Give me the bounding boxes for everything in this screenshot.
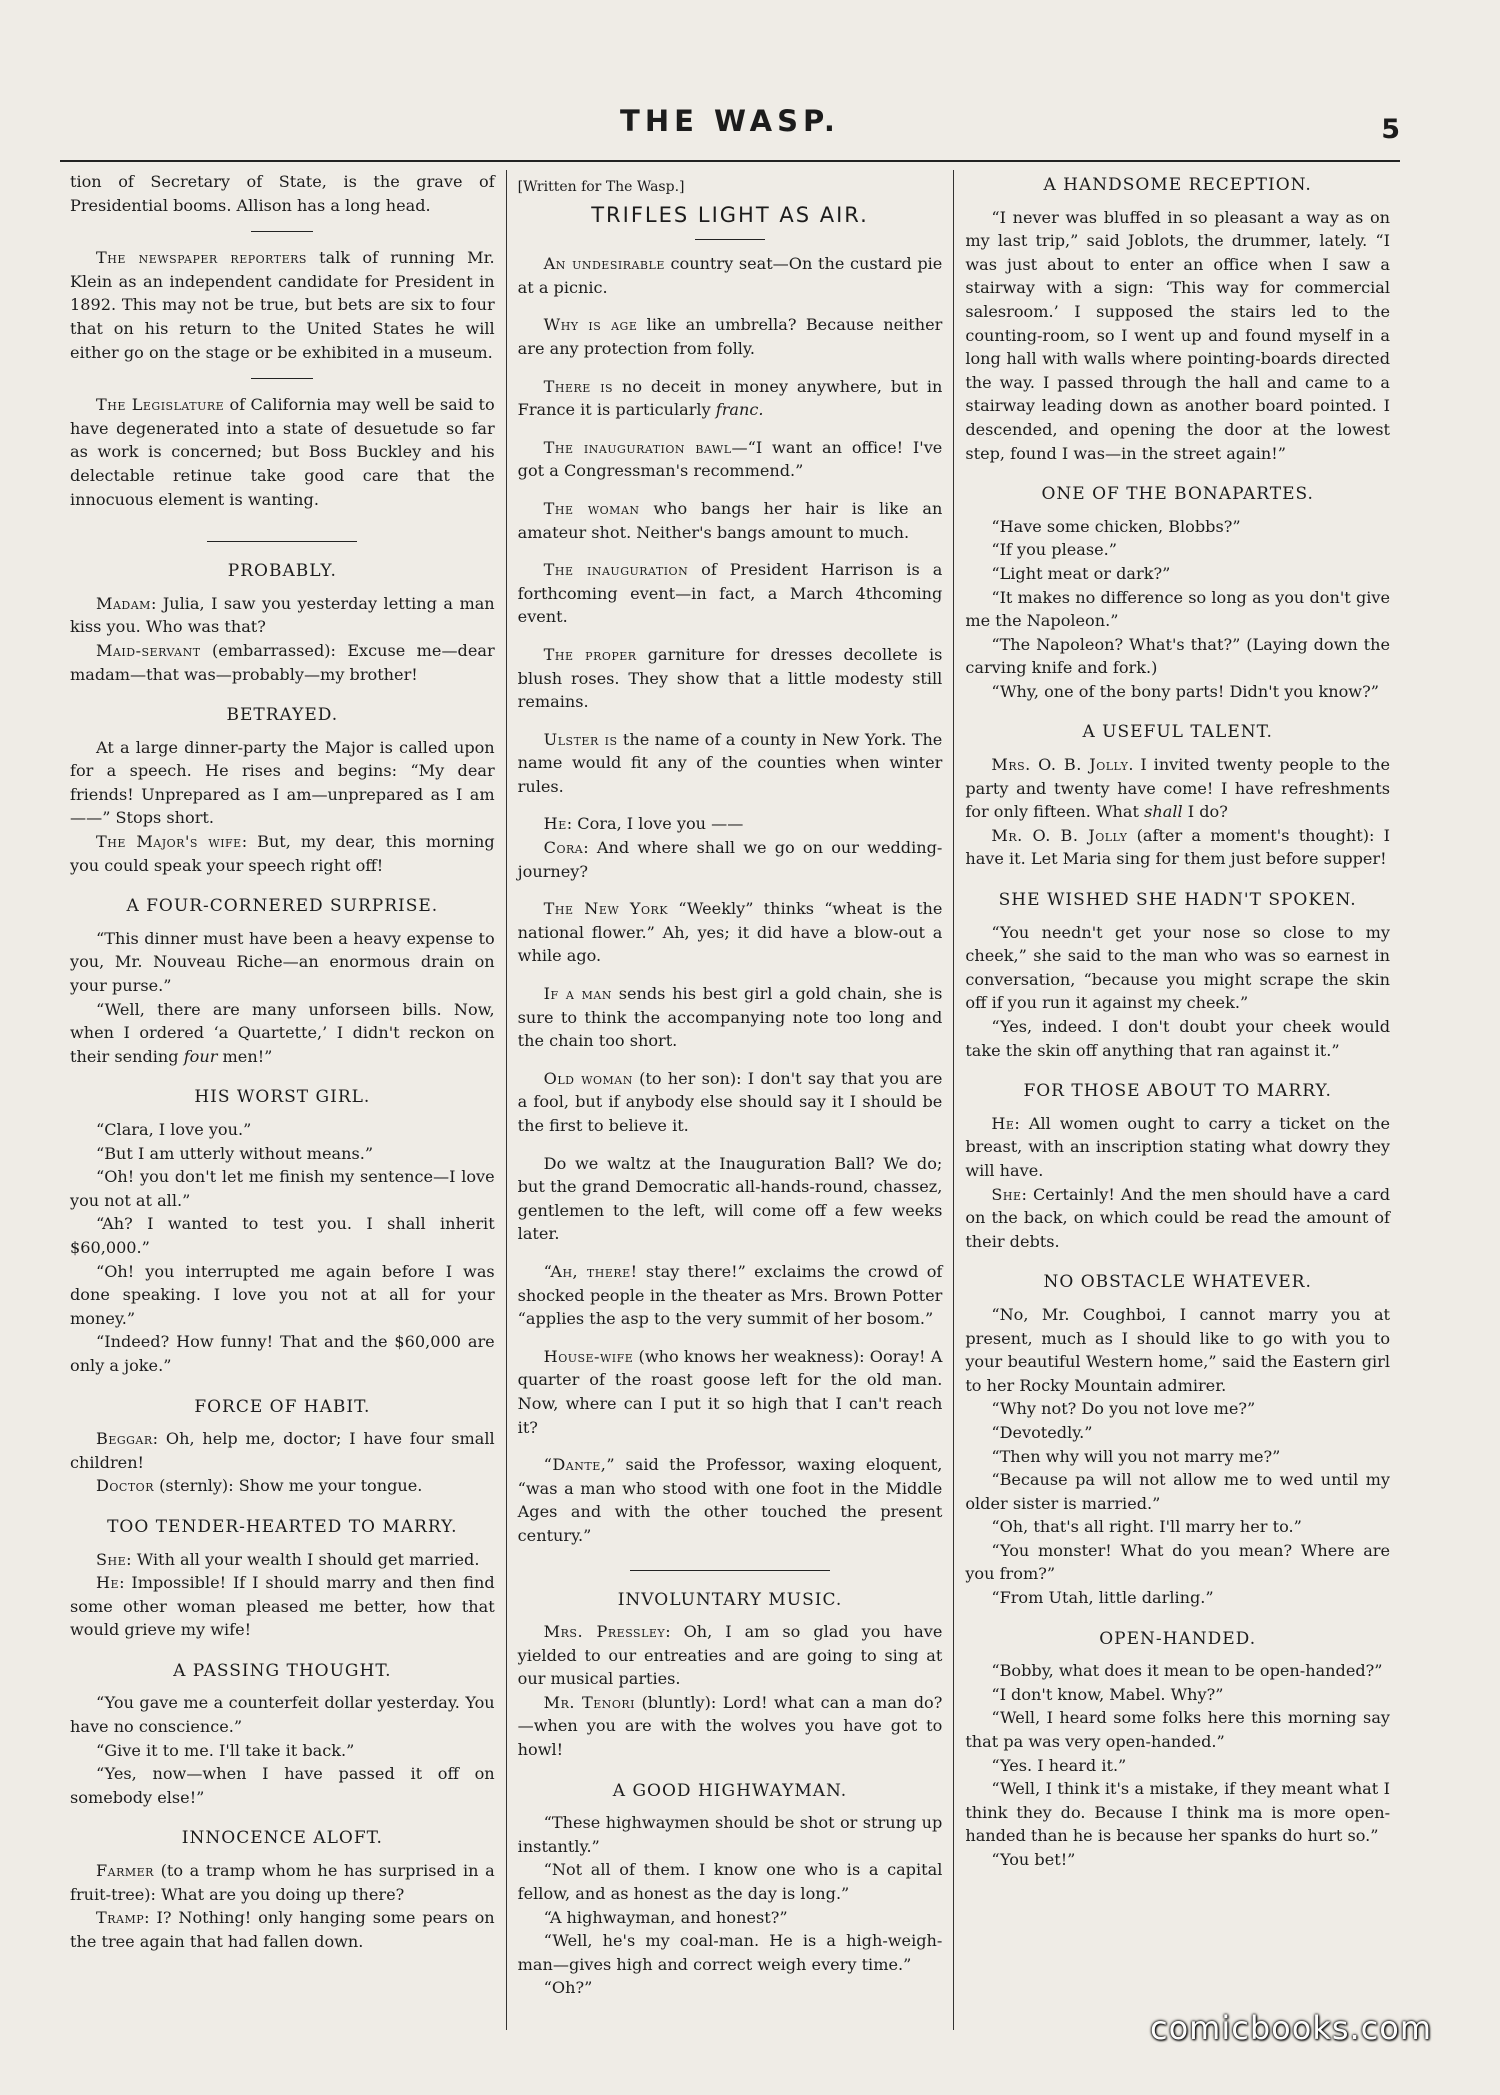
column-2 — [508, 170, 953, 2030]
dialogue-line: “I don't know, Mabel. Why?” — [991, 1684, 1224, 1704]
dialogue-line: “It makes no difference so long as you don't give me the Napoleon.” — [965, 587, 1391, 631]
divider — [207, 541, 357, 542]
dialogue-line: “Clara, I love you.” — [96, 1120, 252, 1139]
dialogue-line: “Oh! you interrupted me again before I was done speaking. I love you not at all for your money.” — [70, 1261, 495, 1328]
dialogue-line: “Oh! you don't let me finish my sentence—I love you not at all.” — [70, 1167, 495, 1210]
dialogue-line: “Oh, that's all right. I'll marry her to.” — [991, 1517, 1302, 1537]
column-divider — [953, 170, 954, 2030]
dialogue-line: Farmer (to a tramp whom he has surprised in a fruit-tree): What are you doing up there? — [70, 1861, 495, 1904]
paragraph: An undesirable country seat—On the custard pie at a picnic. — [517, 254, 943, 297]
dialogue-line: “No, Mr. Coughboi, I cannot marry you at present, much as I should like to go with you to your beautiful Western home,” said the Eastern girl to her Rocky Mountain admirer. — [965, 1304, 1391, 1395]
section-heading: A PASSING THOUGHT. — [173, 1660, 392, 1681]
section-title: TRIFLES LIGHT AS AIR. — [591, 202, 869, 227]
dialogue-line: “You monster! What do you mean? Where are you from?” — [965, 1540, 1391, 1584]
dialogue-line: “If you please.” — [991, 540, 1117, 560]
site-watermark: comicbooks.com — [1149, 2009, 1432, 2047]
dialogue-line: “Why, one of the bony parts! Didn't you know?” — [991, 681, 1379, 701]
dialogue-line: Beggar: Oh, help me, doctor; I have four small children! — [70, 1429, 495, 1472]
dialogue-line: “Oh?” — [543, 1978, 593, 1998]
divider — [695, 239, 765, 240]
paragraph: “Yes, indeed. I don't doubt your cheek would take the skin off anything that ran against it.” — [965, 1017, 1391, 1060]
section-heading: A USEFUL TALENT. — [1082, 722, 1273, 743]
dialogue-line: “Give it to me. I'll take it back.” — [96, 1740, 355, 1760]
page-header — [60, 104, 1400, 152]
masthead-title: THE WASP. — [620, 104, 840, 138]
dialogue-line: Mrs. O. B. Jolly. I invited twenty people to the party and twenty have come! I have refreshments for only fifteen. What shall I do? — [965, 755, 1391, 822]
paragraph: “Dante,” said the Professor, waxing eloquent, “was a man who stood with one foot in the Middle Ages and with the other touched the present century.” — [517, 1455, 943, 1545]
paragraph: tion of Secretary of State, is the grave of Presidential booms. Allison has a long head. — [70, 172, 495, 215]
dialogue-line: She: Certainly! And the men should have a card on the back, on which could be read the amount of their debts. — [965, 1184, 1391, 1251]
dialogue-line: He: All women ought to carry a ticket on the breast, with an inscription stating what dowry they will have. — [965, 1113, 1391, 1180]
paragraph: Old woman (to her son): I don't say that you are a fool, but if anybody else should say it I should be the first to believe it. — [517, 1068, 943, 1135]
divider — [251, 378, 313, 379]
paragraph: The proper garniture for dresses decollete is blush roses. They show that a little modesty still remains. — [517, 644, 943, 712]
dialogue-line: “Because pa will not allow me to wed until my older sister is married.” — [965, 1470, 1391, 1513]
dialogue-line: “Why not? Do you not love me?” — [991, 1399, 1256, 1419]
paragraph: The New York “Weekly” thinks “wheat is the national flower.” Ah, yes; it did have a blow-out a while ago. — [517, 899, 943, 966]
section-heading: HIS WORST GIRL. — [194, 1087, 371, 1108]
dialogue-line: “Well, he's my coal-man. He is a high-weigh-man—gives high and correct weigh every time.” — [517, 1931, 943, 1974]
dialogue-line: “Well, I heard some folks here this morning say that pa was very open-handed.” — [965, 1708, 1391, 1752]
section-heading: INVOLUNTARY MUSIC. — [617, 1589, 843, 1610]
dialogue-line: “Devotedly.” — [991, 1422, 1093, 1442]
paragraph: If a man sends his best girl a gold chain, she is sure to think the accompanying note too long and the chain too short. — [517, 984, 943, 1051]
dialogue-line: Tramp: I? Nothing! only hanging some pears on the tree again that had fallen down. — [70, 1908, 495, 1951]
column-divider — [506, 170, 507, 2030]
article-columns — [60, 170, 1400, 2030]
paragraph: Why is age like an umbrella? Because neither are any protection from folly. — [517, 315, 943, 358]
section-heading: TOO TENDER-HEARTED TO MARRY. — [107, 1516, 458, 1537]
dialogue-line: “These highwaymen should be shot or strung up instantly.” — [517, 1813, 943, 1856]
dialogue-line: “Yes. I heard it.” — [991, 1755, 1127, 1775]
dialogue-line: “Not all of them. I know one who is a capital fellow, and as honest as the day is long.” — [517, 1860, 943, 1904]
section-heading: FOR THOSE ABOUT TO MARRY. — [1023, 1081, 1332, 1102]
paragraph: The newspaper reporters talk of running Mr. Klein as an independent candidate for President in 1892. This may not be true, but bets are six to four that on his return to the United States he will either go on the stage or be exhibited in a museum. — [70, 248, 495, 362]
section-heading: A HANDSOME RECEPTION. — [1043, 175, 1312, 195]
paragraph: “You needn't get your nose so close to my cheek,” she said to the man who was so earnest in conversation, “because you might scrape the skin off if you run it against my cheek.” — [965, 922, 1391, 1013]
paragraph: “I never was bluffed in so pleasant a way as on my last trip,” said Joblots, the drummer, lately. “I was just about to enter an office when I saw a stairway with a sign: ‘This way for commercial salesroom.’ I supposed the stairs led to the counting-room, so I went up and found myself in a long hall with walls where pointing-boards directed the way. I passed through the hall and came to a stairway leading down as another board pointed. I descended, and opening the door at the lowest step, found I was—in the street again!” — [965, 207, 1391, 463]
dialogue-line: “Light meat or dark?” — [991, 563, 1171, 583]
section-heading: INNOCENCE ALOFT. — [181, 1828, 383, 1849]
dialogue-line: “Have some chicken, Blobbs?” — [991, 516, 1241, 536]
dialogue-line: He: Cora, I love you —— — [543, 814, 744, 834]
section-heading: SHE WISHED SHE HADN'T SPOKEN. — [998, 890, 1357, 911]
page-number: 5 — [1381, 114, 1400, 145]
column-3 — [955, 170, 1400, 2030]
dialogue-line: “Indeed? How funny! That and the $60,000 are only a joke.” — [70, 1332, 495, 1375]
section-heading: ONE OF THE BONAPARTES. — [1041, 484, 1314, 505]
section-heading: A FOUR-CORNERED SURPRISE. — [126, 896, 439, 917]
paragraph: At a large dinner-party the Major is called upon for a speech. He rises and begins: “My dear friends! Unprepared as I am—unprepared as I am ——” Stops short. — [70, 737, 495, 828]
dialogue-line: “The Napoleon? What's that?” (Laying down the carving knife and fork.) — [965, 634, 1391, 678]
divider — [630, 1570, 830, 1571]
dialogue-line: Maid-servant (embarrassed): Excuse me—dear madam—that was—probably—my brother! — [70, 640, 495, 684]
paragraph: “Ah, there! stay there!” exclaims the crowd of shocked people in the theater as Mrs. Brown Potter “applies the asp to the very summit of her bosom.” — [517, 1261, 943, 1329]
paragraph: “Well, there are many unforseen bills. Now, when I ordered ‘a Quartette,’ I didn't reckon on their sending four men!” — [70, 999, 495, 1066]
section-heading: FORCE OF HABIT. — [194, 1396, 371, 1417]
paragraph: The inauguration of President Harrison is a forthcoming event—in fact, a March 4thcoming event. — [517, 560, 943, 627]
paragraph: House-wife (who knows her weakness): Ooray! A quarter of the roast goose left for the old man. Now, where can I put it so high that I can't reach it? — [517, 1346, 943, 1437]
column-1 — [60, 170, 505, 2030]
section-heading: PROBABLY. — [227, 561, 337, 582]
dialogue-line: Cora: And where shall we go on our wedding-journey? — [517, 838, 943, 881]
dialogue-line: “You gave me a counterfeit dollar yesterday. You have no conscience.” — [70, 1693, 495, 1737]
paragraph: The woman who bangs her hair is like an amateur shot. Neither's bangs amount to much. — [517, 498, 943, 542]
dialogue-line: “Bobby, what does it mean to be open-handed?” — [991, 1661, 1383, 1681]
dialogue-line: Mr. Tenori (bluntly): Lord! what can a man do?—when you are with the wolves you have got to howl! — [517, 1692, 943, 1760]
section-heading: OPEN-HANDED. — [1099, 1628, 1257, 1649]
byline: [Written for The Wasp.] — [517, 179, 685, 195]
divider — [251, 231, 313, 232]
paragraph: “This dinner must have been a heavy expense to you, Mr. Nouveau Riche—an enormous drain on your purse.” — [70, 928, 495, 996]
dialogue-line: “A highwayman, and honest?” — [543, 1907, 788, 1927]
section-heading: NO OBSTACLE WHATEVER. — [1043, 1272, 1312, 1293]
paragraph: There is no deceit in money anywhere, but in France it is particularly franc. — [517, 376, 943, 420]
dialogue-line: “Ah? I wanted to test you. I shall inherit $60,000.” — [70, 1214, 495, 1257]
dialogue-line: “But I am utterly without means.” — [96, 1143, 374, 1163]
section-heading: A GOOD HIGHWAYMAN. — [612, 1780, 848, 1801]
header-rule — [60, 160, 1400, 162]
dialogue-line: Mr. O. B. Jolly (after a moment's thought): I have it. Let Maria sing for them just before supper! — [965, 825, 1391, 869]
dialogue-line: “From Utah, little darling.” — [991, 1588, 1214, 1608]
dialogue-line: “You bet!” — [991, 1850, 1076, 1869]
dialogue-line: “Yes, now—when I have passed it off on somebody else!” — [70, 1764, 495, 1807]
paragraph: Ulster is the name of a county in New York. The name would fit any of the counties when winter rules. — [517, 729, 943, 796]
dialogue-line: The Major's wife: But, my dear, this morning you could speak your speech right off! — [70, 832, 495, 875]
dialogue-line: He: Impossible! If I should marry and then find some other woman pleased me better, how that would grieve my wife! — [70, 1573, 495, 1640]
paragraph: Do we waltz at the Inauguration Ball? We do; but the grand Democratic all-hands-round, chassez, gentlemen to the left, will come off a few weeks later. — [517, 1153, 943, 1244]
dialogue-line: “Well, I think it's a mistake, if they meant what I think they do. Because I think ma is more open-handed than he is because her spanks do hurt so.” — [965, 1779, 1391, 1846]
dialogue-line: Doctor (sternly): Show me your tongue. — [96, 1476, 423, 1496]
dialogue-line: She: With all your wealth I should get married. — [96, 1549, 480, 1569]
paragraph: The inauguration bawl—“I want an office! I've got a Congressman's recommend.” — [517, 437, 943, 481]
paragraph: The Legislature of California may well be said to have degenerated into a state of desuetude so far as work is concerned; but Boss Buckley and his delectable retinue take good care that the innocuous element is wanting. — [70, 395, 495, 509]
section-heading: BETRAYED. — [226, 705, 339, 726]
dialogue-line: Mrs. Pressley: Oh, I am so glad you have yielded to our entreaties and are going to sing at our musical parties. — [517, 1622, 943, 1689]
dialogue-line: Madam: Julia, I saw you yesterday letting a man kiss you. Who was that? — [70, 593, 495, 637]
dialogue-line: “Then why will you not marry me?” — [991, 1446, 1281, 1466]
